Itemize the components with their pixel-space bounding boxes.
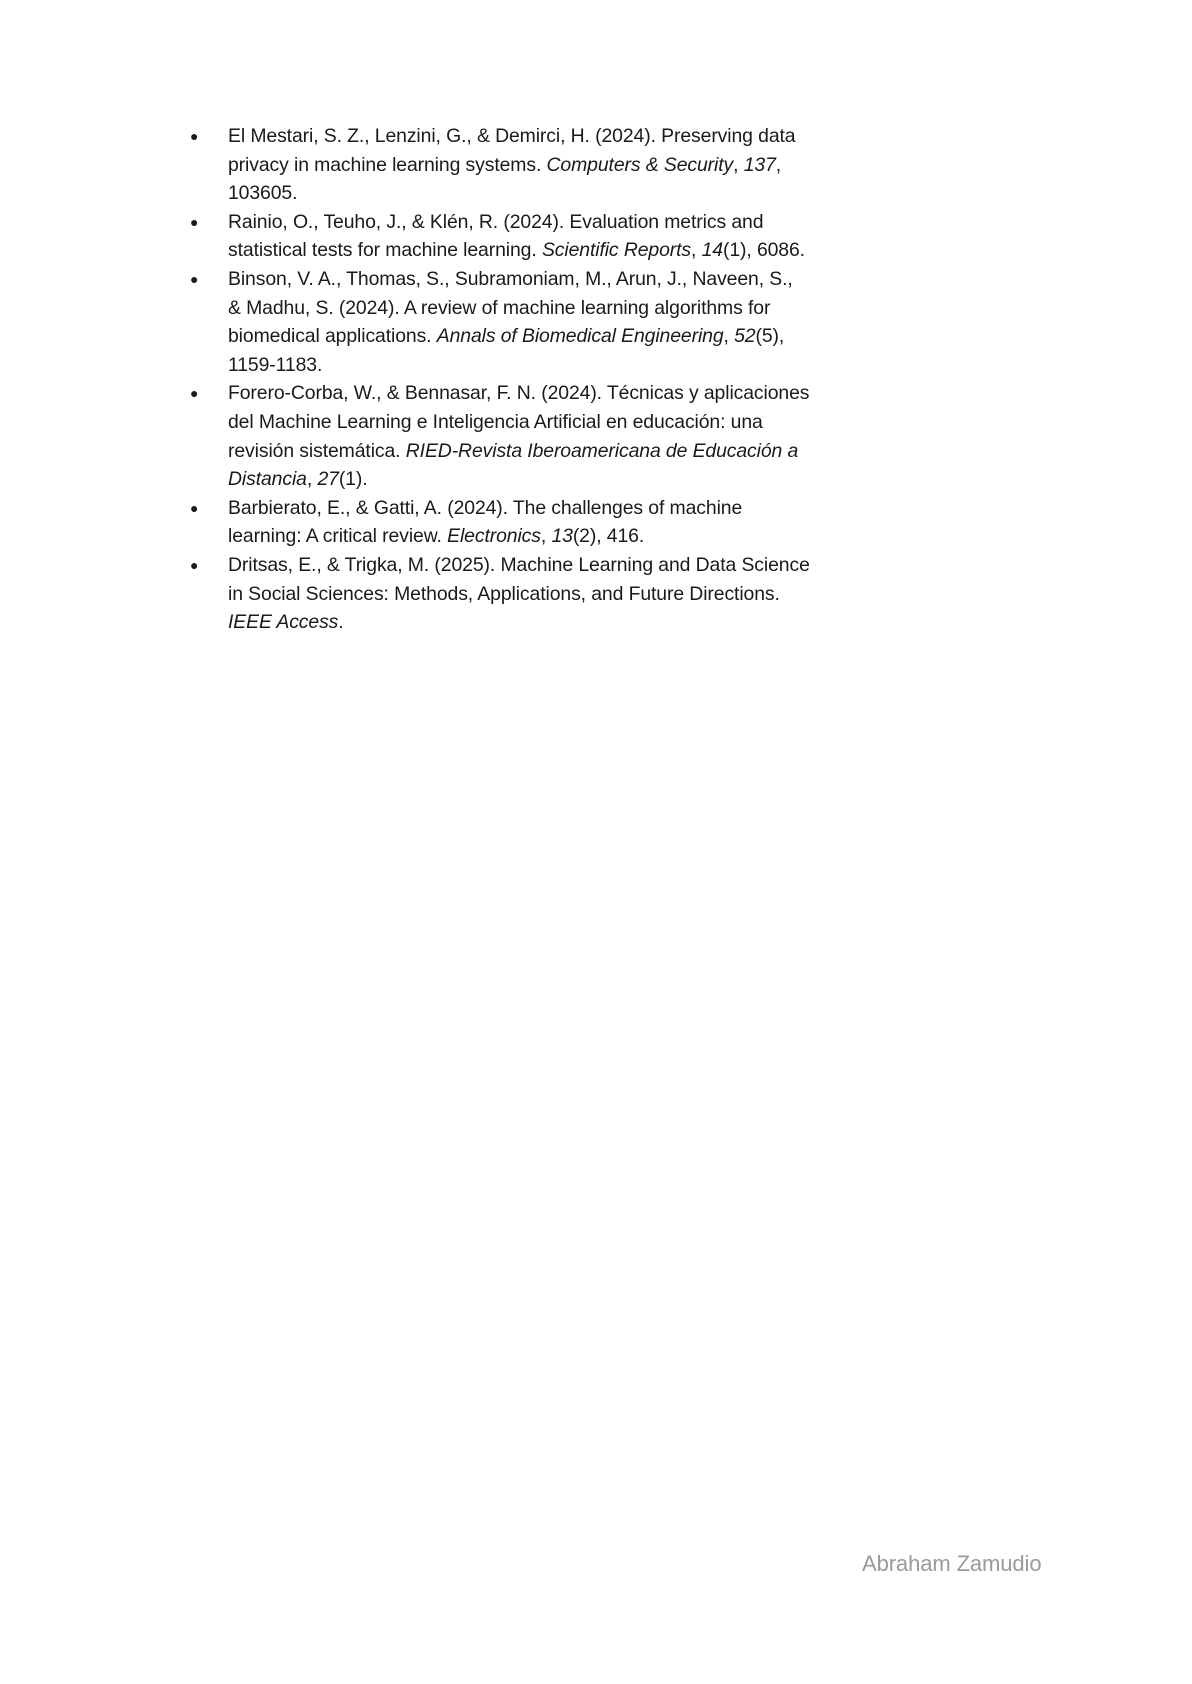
reference-italic-text: 27 xyxy=(317,468,339,491)
reference-list xyxy=(190,122,810,637)
reference-item xyxy=(190,122,810,208)
reference-italic-text: IEEE Access xyxy=(228,611,339,634)
bullet-icon: ● xyxy=(190,385,199,402)
reference-italic-text: Electronics xyxy=(447,525,541,548)
reference-italic-text: Scientific Reports xyxy=(541,239,692,262)
reference-text: , xyxy=(691,239,702,262)
reference-text: , xyxy=(733,153,744,176)
reference-italic-text: 13 xyxy=(551,525,573,548)
reference-text: Binson, V. A., Thomas, S., Subramoniam, M., Arun, J., Naveen, S., & Madhu, S. (2024). A review of machine learning algorithms for biomedical applications. xyxy=(228,267,793,348)
reference-item xyxy=(190,494,810,551)
bullet-icon: ● xyxy=(190,270,199,287)
reference-text: , xyxy=(540,525,552,548)
reference-item xyxy=(190,208,810,265)
reference-text: Forero-Corba, W., & Bennasar, F. N. (2024). Técnicas y aplicaciones del Machine Learning e Inteligencia Artificial en educación: una revisión sistemática. xyxy=(228,382,810,462)
reference-italic-text: 52 xyxy=(734,325,756,348)
bullet-icon: ● xyxy=(190,128,199,144)
reference-italic-text: Annals of Biomedical Engineering xyxy=(436,325,724,348)
reference-text: (1), 6086. xyxy=(722,239,805,262)
footer-author: Abraham Zamudio xyxy=(862,1551,1042,1576)
reference-item xyxy=(190,551,810,637)
reference-text: (1). xyxy=(338,468,368,491)
reference-italic-text: RIED-Revista Iberoamericana de Educación a Distancia xyxy=(228,439,799,491)
reference-text: , 103605. xyxy=(228,153,782,205)
reference-italic-text: 137 xyxy=(743,153,776,176)
bullet-icon: ● xyxy=(190,499,199,516)
reference-italic-text: Computers & Security xyxy=(546,153,734,176)
reference-text: Dritsas, E., & Trigka, M. (2025). Machine Learning and Data Science in Social Sciences: Methods, Applications, and Future Directions. xyxy=(228,553,810,605)
reference-text: , xyxy=(723,325,735,348)
bullet-icon: ● xyxy=(190,556,199,573)
reference-text: Barbierato, E., & Gatti, A. (2024). The challenges of machine learning: A critical review. xyxy=(228,496,743,548)
reference-text: El Mestari, S. Z., Lenzini, G., & Demirci, H. (2024). Preserving data privacy in machine learning systems. xyxy=(228,125,796,176)
reference-italic-text: 14 xyxy=(701,239,723,262)
reference-text: Rainio, O., Teuho, J., & Klén, R. (2024). Evaluation metrics and statistical tests for machine learning. xyxy=(228,210,764,262)
reference-text: (2), 416. xyxy=(572,525,645,548)
reference-item xyxy=(190,265,810,379)
reference-text: , xyxy=(306,468,318,491)
bullet-icon: ● xyxy=(190,213,199,230)
reference-text: . xyxy=(338,611,344,634)
reference-text: (5), 1159-1183. xyxy=(228,325,785,376)
reference-item xyxy=(190,379,810,493)
